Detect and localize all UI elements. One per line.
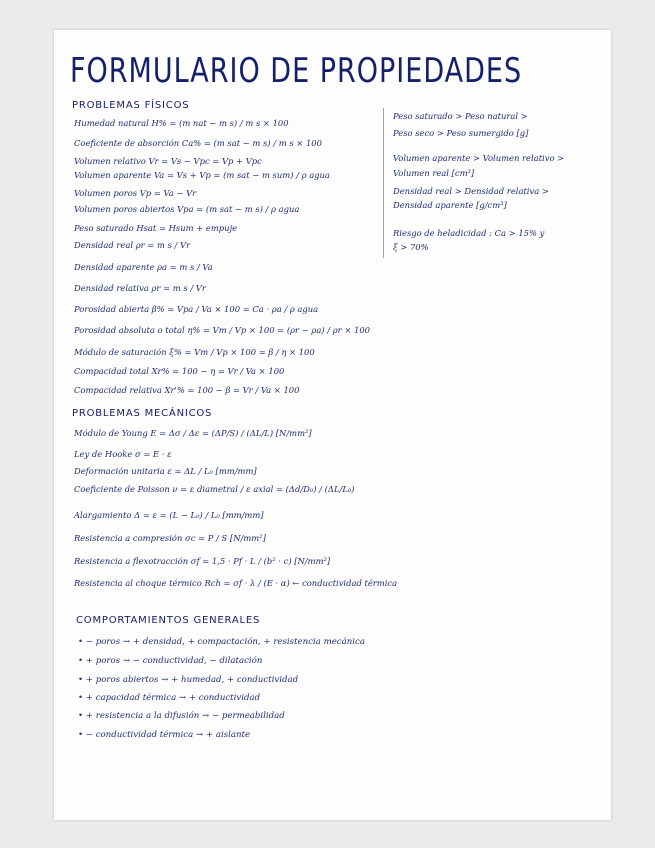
section-heading-fisicos: PROBLEMAS FÍSICOS [72,100,190,111]
note-line: Peso seco > Peso sumergido [g] [393,128,529,138]
formula-line: Porosidad absoluta o total η% = Vm / Vp × 100 = (ρr − ρa) / ρr × 100 [74,325,370,335]
note-line: Volumen real [cm³] [393,168,475,178]
bullet-item: • − conductividad térmica → + aislante [78,730,251,740]
formula-line: Peso saturado Hsat = Hsum + empuje [74,223,238,233]
formula-line: Deformación unitaria ε = ΔL / L₀ [mm/mm] [74,466,257,476]
formula-line: Resistencia a flexotracción σf = 1,5 · Pf · L / (b² · c) [N/mm²] [74,556,331,566]
bullet-item: • + poros abiertos → + humedad, + conductividad [78,675,299,685]
note-line: Densidad aparente [g/cm³] [393,200,507,210]
bullet-item: • + capacidad térmica → + conductividad [78,693,261,703]
note-line: ξ > 70% [393,242,429,252]
formula-line: Densidad relativa ρr = m s / Vr [74,283,206,293]
formula-line: Alargamiento Δ = ε = (L − L₀) / L₀ [mm/mm] [74,510,264,520]
formula-line: Densidad aparente ρa = m s / Va [74,262,213,272]
formula-line: Resistencia a compresión σc = P / S [N/mm²] [74,533,266,543]
formula-line: Humedad natural H% = (m nat − m s) / m s × 100 [74,118,289,128]
formula-line: Porosidad abierta β% = Vpa / Va × 100 = Ca · ρa / ρ agua [74,304,319,314]
formula-line: Compacidad total Xr% = 100 − η = Vr / Va × 100 [74,366,285,376]
column-divider [383,108,384,258]
bullet-item: • + poros → − conductividad, − dilatación [78,656,263,666]
formula-line: Volumen poros abiertos Vpa = (m sat − m s) / ρ agua [74,204,300,214]
bullet-item: • + resistencia a la difusión → − permeabilidad [78,711,285,721]
note-line: Riesgo de heladicidad : Ca > 15% y [393,228,545,238]
note-line: Densidad real > Densidad relativa > [393,186,549,196]
formula-line: Coeficiente de Poisson ν = ε diametral / ε axial = (Δd/D₀) / (ΔL/L₀) [74,484,355,494]
page-title: FORMULARIO DE PROPIEDADES [70,52,523,91]
note-line: Peso saturado > Peso natural > [393,111,528,121]
formula-line: Densidad real ρr = m s / Vr [74,240,191,250]
formula-line: Volumen relativo Vr = Vs − Vpc = Vp + Vpc [74,156,262,166]
formula-line: Coeficiente de absorción Ca% = (m sat − m s) / m s × 100 [74,138,322,148]
bullet-item: • − poros → + densidad, + compactación, + resistencia mecánica [78,637,365,647]
formula-line: Ley de Hooke σ = E · ε [74,449,172,459]
formula-line: Compacidad relativa Xr'% = 100 − β = Vr / Va × 100 [74,385,300,395]
section-heading-comportamientos: COMPORTAMIENTOS GENERALES [76,615,261,626]
formula-line: Módulo de Young E = Δσ / Δε = (ΔP/S) / (ΔL/L) [N/mm²] [74,428,312,438]
note-line: Volumen aparente > Volumen relativo > [393,153,565,163]
section-heading-mecanicos: PROBLEMAS MECÁNICOS [72,408,213,419]
formula-line: Módulo de saturación ξ% = Vm / Vp × 100 = β / η × 100 [74,347,315,357]
formula-line: Resistencia al choque térmico Rch = σf · λ / (E · α) ← conductividad térmica [74,578,398,588]
formula-line: Volumen poros Vp = Va − Vr [74,188,197,198]
formula-line: Volumen aparente Va = Vs + Vp = (m sat − m sum) / ρ agua [74,170,330,180]
